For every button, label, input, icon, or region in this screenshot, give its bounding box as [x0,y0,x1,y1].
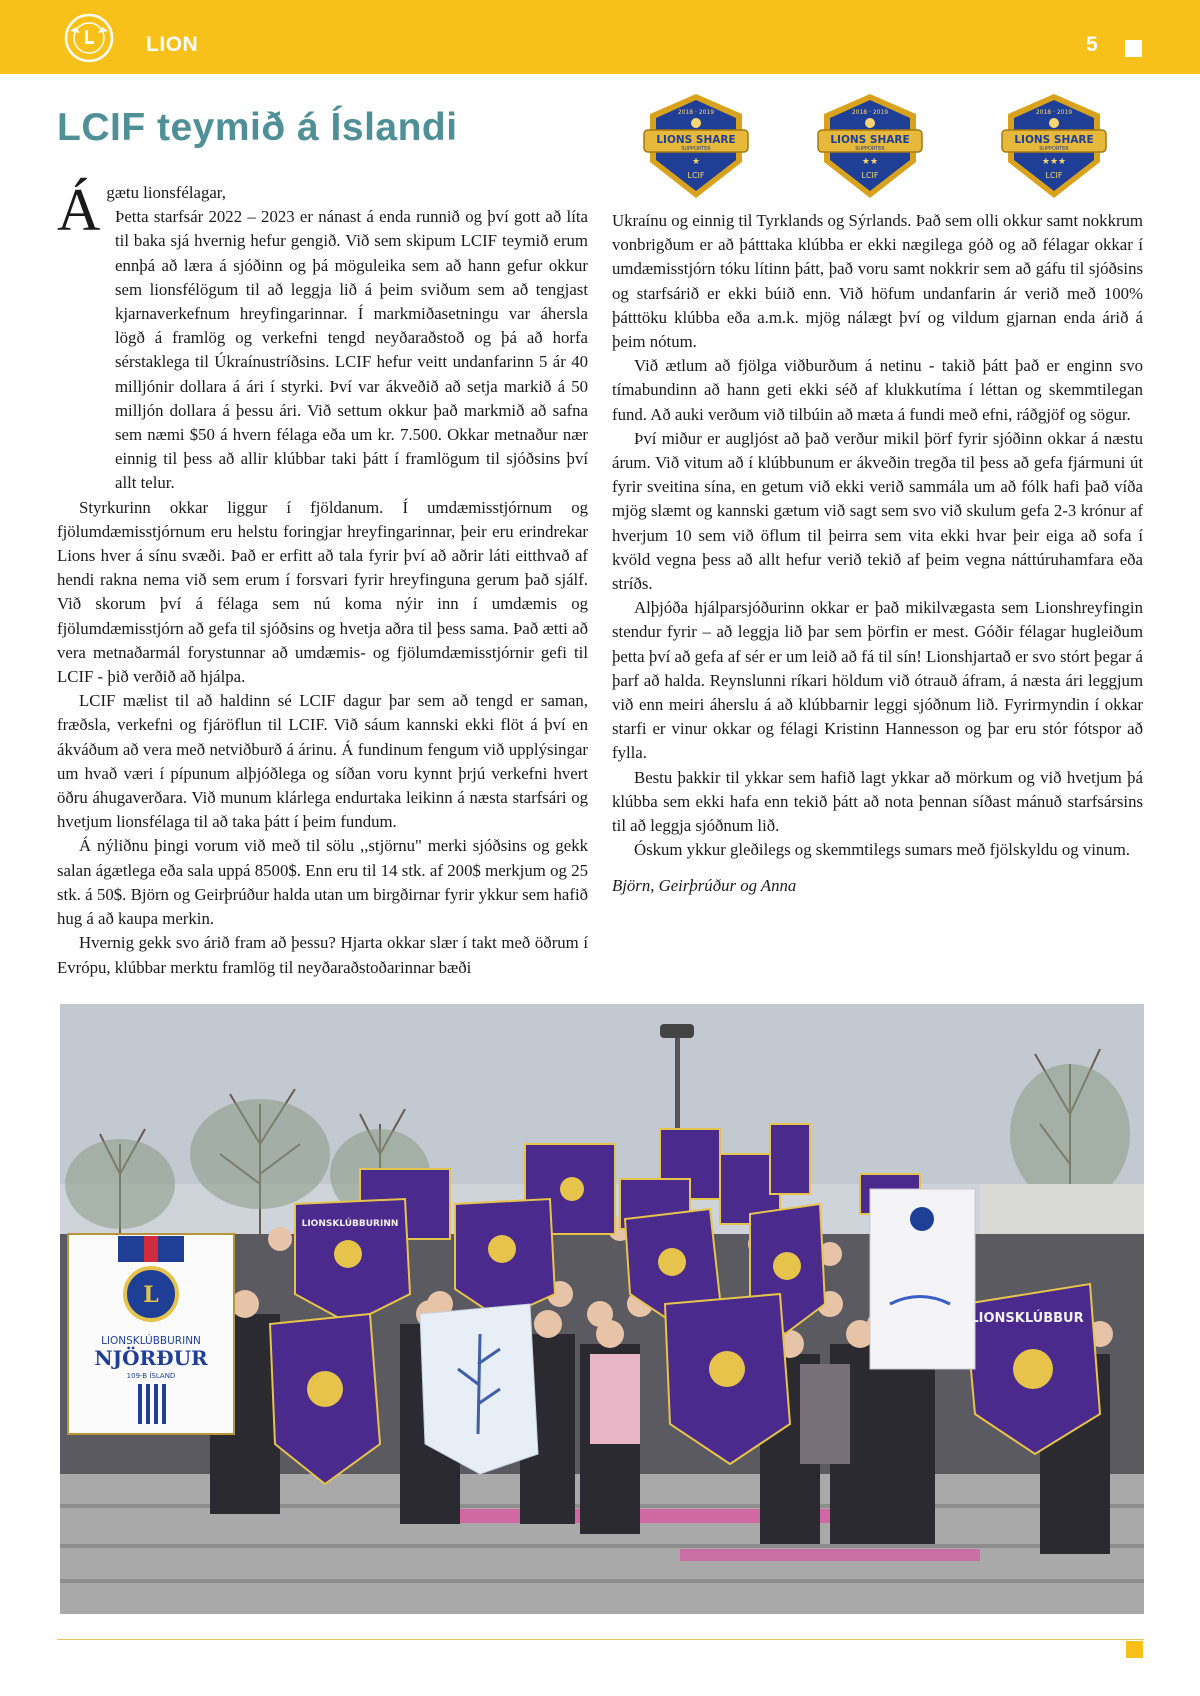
magazine-title: LION [146,33,199,56]
badge-3-sub: SUPPORTER [1039,146,1069,152]
svg-text:L: L [143,1282,159,1308]
paragraph-3: LCIF mælist til að haldinn sé LCIF dagur þar sem að tengd er saman, fræðsla, verkefni og fjáröflun til LCIF. Við sáum kannski ekki flöt á því en ákváðum að vera með netviðburð á árinu. Á fundinum fengum við upplýsingar um hvað væri í pípunum alþjóðlega og síðan voru kynnt þrjú verkefni hvert öðru áhugaverðara. Við munum klárlega endurtaka leikinn á næsta starfsári og hvetjum lionsfélaga til að taka þátt í þeim fundum. [57,691,588,832]
paragraph-10: Bestu þakkir til ykkar sem hafið lagt ykkar að mörkum og við hvetjum þá klúbba sem ekki hafa enn tekið þátt að nota þennan síðast mánuð starfsársins til að leggja sjóðnum lið. [612,767,1143,836]
header-bar [0,0,1200,74]
lions-share-badge-1star [640,92,752,200]
right-column [612,209,1143,899]
lions-logo-icon [64,13,114,63]
footer-marker [1126,1641,1143,1658]
article-title: LCIF teymið á Íslandi [57,106,458,149]
badge-2-top: 2018 · 2019 [851,109,889,116]
paragraph-7: Við ætlum að fjölga viðburðum á netinu - takið þátt það er enginn svo tímabundinn að hann geti ekki séð af klukkutíma í léttan og skemmtilegan fund. Að auki verðum við tilbúin að mæta á fundi með efni, ráðgjöf og sögur. [612,356,1143,424]
lionsklubburinn-banner-text: LIONSKLÚBBURINN [301,1219,399,1229]
left-column [57,177,588,980]
badge-1-stars: ★ [691,156,701,166]
paragraph-6: Ukraínu og einnig til Tyrklands og Sýrlands. Það sem olli okkur samt nokkrum vonbrigðum er að þátttaka klúbba er ekki nægilega góð og að félagar okkar í umdæmisstjórn tóku lítinn þátt, það voru samt nokkrir sem að gáfu til sjóðsins og starfsárið er ekki búið enn. Við höfum undanfarin ár verið með 100% þátttöku klúbba eða a.m.k. mjög nálægt því og vildum gjarnan enda árið á þeim nótum. [612,211,1143,352]
badge-2-sub: SUPPORTER [855,146,885,152]
page-marker [1125,40,1142,57]
badge-2-stars: ★★ [861,156,879,166]
paragraph-2: Styrkurinn okkar liggur í fjöldanum. Í umdæmisstjórnum og fjölumdæmisstjórnum eru helstu foringjar hreyfingarinnar, þeir eru erindrekar Lions hver á sínu svæði. Það er erfitt að tala fyrir því að aðrir láti eitthvað af hendi rakna nema við sem erum í forsvari fyrir hreyfinguna gerum það sjálf. Við skorum því á félaga sem nú koma nýir inn í umdæmis og fjölumdæmisstjórn að gefa til sjóðsins og hvetja aðra til þess sama. Það ætti að vera metnaðarmál forystunnar að umdæmis- og fjölumdæmisstjórnir gefi til LCIF - þið verðið að hjálpa. [57,497,588,687]
njordur-banner-line2: NJÖRÐUR [94,1346,208,1370]
paragraph-5: Hvernig gekk svo árið fram að þessu? Hjarta okkar slær í takt með öðrum í Evrópu, klúbbar merktu framlög til neyðaraðstoðarinnar bæði [57,933,588,977]
paragraph-1: Þetta starfsár 2022 – 2023 er nánast á enda runnið og því gott að líta til baka sjá hvernig hefur gengið. Við sem skipum LCIF teymið erum ennþá að læra á sjóðinn og þá möguleika sem að hann gefur okkur sem lionsfélögum til að leggja lið á þeim sviðum sem að tengjast kjarnaverkefnum hreyfingarinnar. Í markmiðasetningu var áhersla lögð á framlög og verkefni tengd neyðaraðstoð og þá að horfa sérstaklega til Úkraínustríðsins. LCIF hefur veitt undanfarinn 5 ár 40 milljónir dollara á ári í styrki. Því var ákveðið að setja markið á 50 milljón dollara á þessu ári. Við settum okkur það markmið að safna sem næmi $50 á hvern félaga eða um kr. 7.500. Okkar metnaður nær einnig til þess að allir klúbbar taki þátt í framlögum til sjóðsins því allt telur. [115,207,588,493]
lions-share-badge-3star [998,92,1110,200]
paragraph-4: Á nýliðnu þingi vorum við með til sölu ,,stjörnu" merki sjóðsins og gekk salan ágætlega eða sala uppá 8500$. Enn eru til 14 stk. af 200$ merkjum og 25 stk. á 50$. Björn og Geirþrúður halda utan um birgðirnar fyrir ykkur sem hafið hug á að kaupa merkin. [57,836,588,929]
badge-3-stars: ★★★ [1041,156,1067,166]
paragraph-11: Óskum ykkur gleðilegs og skemmtilegs sumars með fjölskyldu og vinum. [634,840,1130,860]
lionsklubbur-banner-text: LIONSKLÚBBUR [970,1311,1084,1326]
badge-1-bottom: LCIF [687,171,705,180]
group-photo [60,1004,1144,1614]
badge-1-sub: SUPPORTER [681,146,711,152]
salutation: Ágætu lionsfélagar, [57,177,226,243]
paragraph-9: Alþjóða hjálparsjóðurinn okkar er það mikilvægasta sem Lionshreyfingin stendur fyrir – að leggja lið þar sem þörfin er mest. Góðir félagar hugleiðum þetta því að gefa af sér er um leið að fá til sín! Lionshjartað er svo stórt þegar á þarf að halda. Reynslunni ríkari höldum við ótrauð áfram, á næsta ári leggjum við enn meiri áherslu á að klúbbarnir leggi sjóðnum lið. Fyrirmyndin í okkar starfi er vinur okkar og félagi Kristinn Hannesson og þar eru stór fótspor að fylla. [612,598,1143,763]
badge-3-top: 2018 · 2019 [1035,109,1073,116]
badge-1-top: 2018 · 2019 [677,109,715,116]
badge-2-main: LIONS SHARE [830,134,910,146]
group-photo-illustration [60,1004,1144,1614]
signature: Björn, Geirþrúður og Anna [612,876,797,896]
badge-3-bottom: LCIF [1045,171,1063,180]
footer-rule [57,1639,1144,1640]
dropcap: Á [57,177,101,243]
badge-2-bottom: LCIF [861,171,879,180]
badge-1-main: LIONS SHARE [656,134,736,146]
paragraph-8: Því miður er augljóst að það verður mikil þörf fyrir sjóðinn okkar á næstu árum. Við vitum að í klúbbunum er ákveðin tregða til þess að gefa fjármuni út fyrir sveitina sína, en getum við ekki verið sammála um að fólk hafi það víða mjög slæmt og kannski gætum við sagt sem svo við skulum gefa 2-3 krónur af hverjum 10 sem við öflum til þeirra sem vita ekki hvar þeir eiga að sofa í kvöld vegna þess að allt hefur verið tekið af þeim vegna náttúruhamfara eða stríðs. [612,428,1143,594]
njordur-banner-line1: LIONSKLÚBBURINN [101,1335,201,1347]
njordur-banner-line3: 109-B ÍSLAND [126,1372,176,1380]
page-number: 5 [1086,33,1098,56]
badge-3-main: LIONS SHARE [1014,134,1094,146]
lions-share-badges [640,92,1094,202]
lions-share-badge-2star [814,92,926,200]
